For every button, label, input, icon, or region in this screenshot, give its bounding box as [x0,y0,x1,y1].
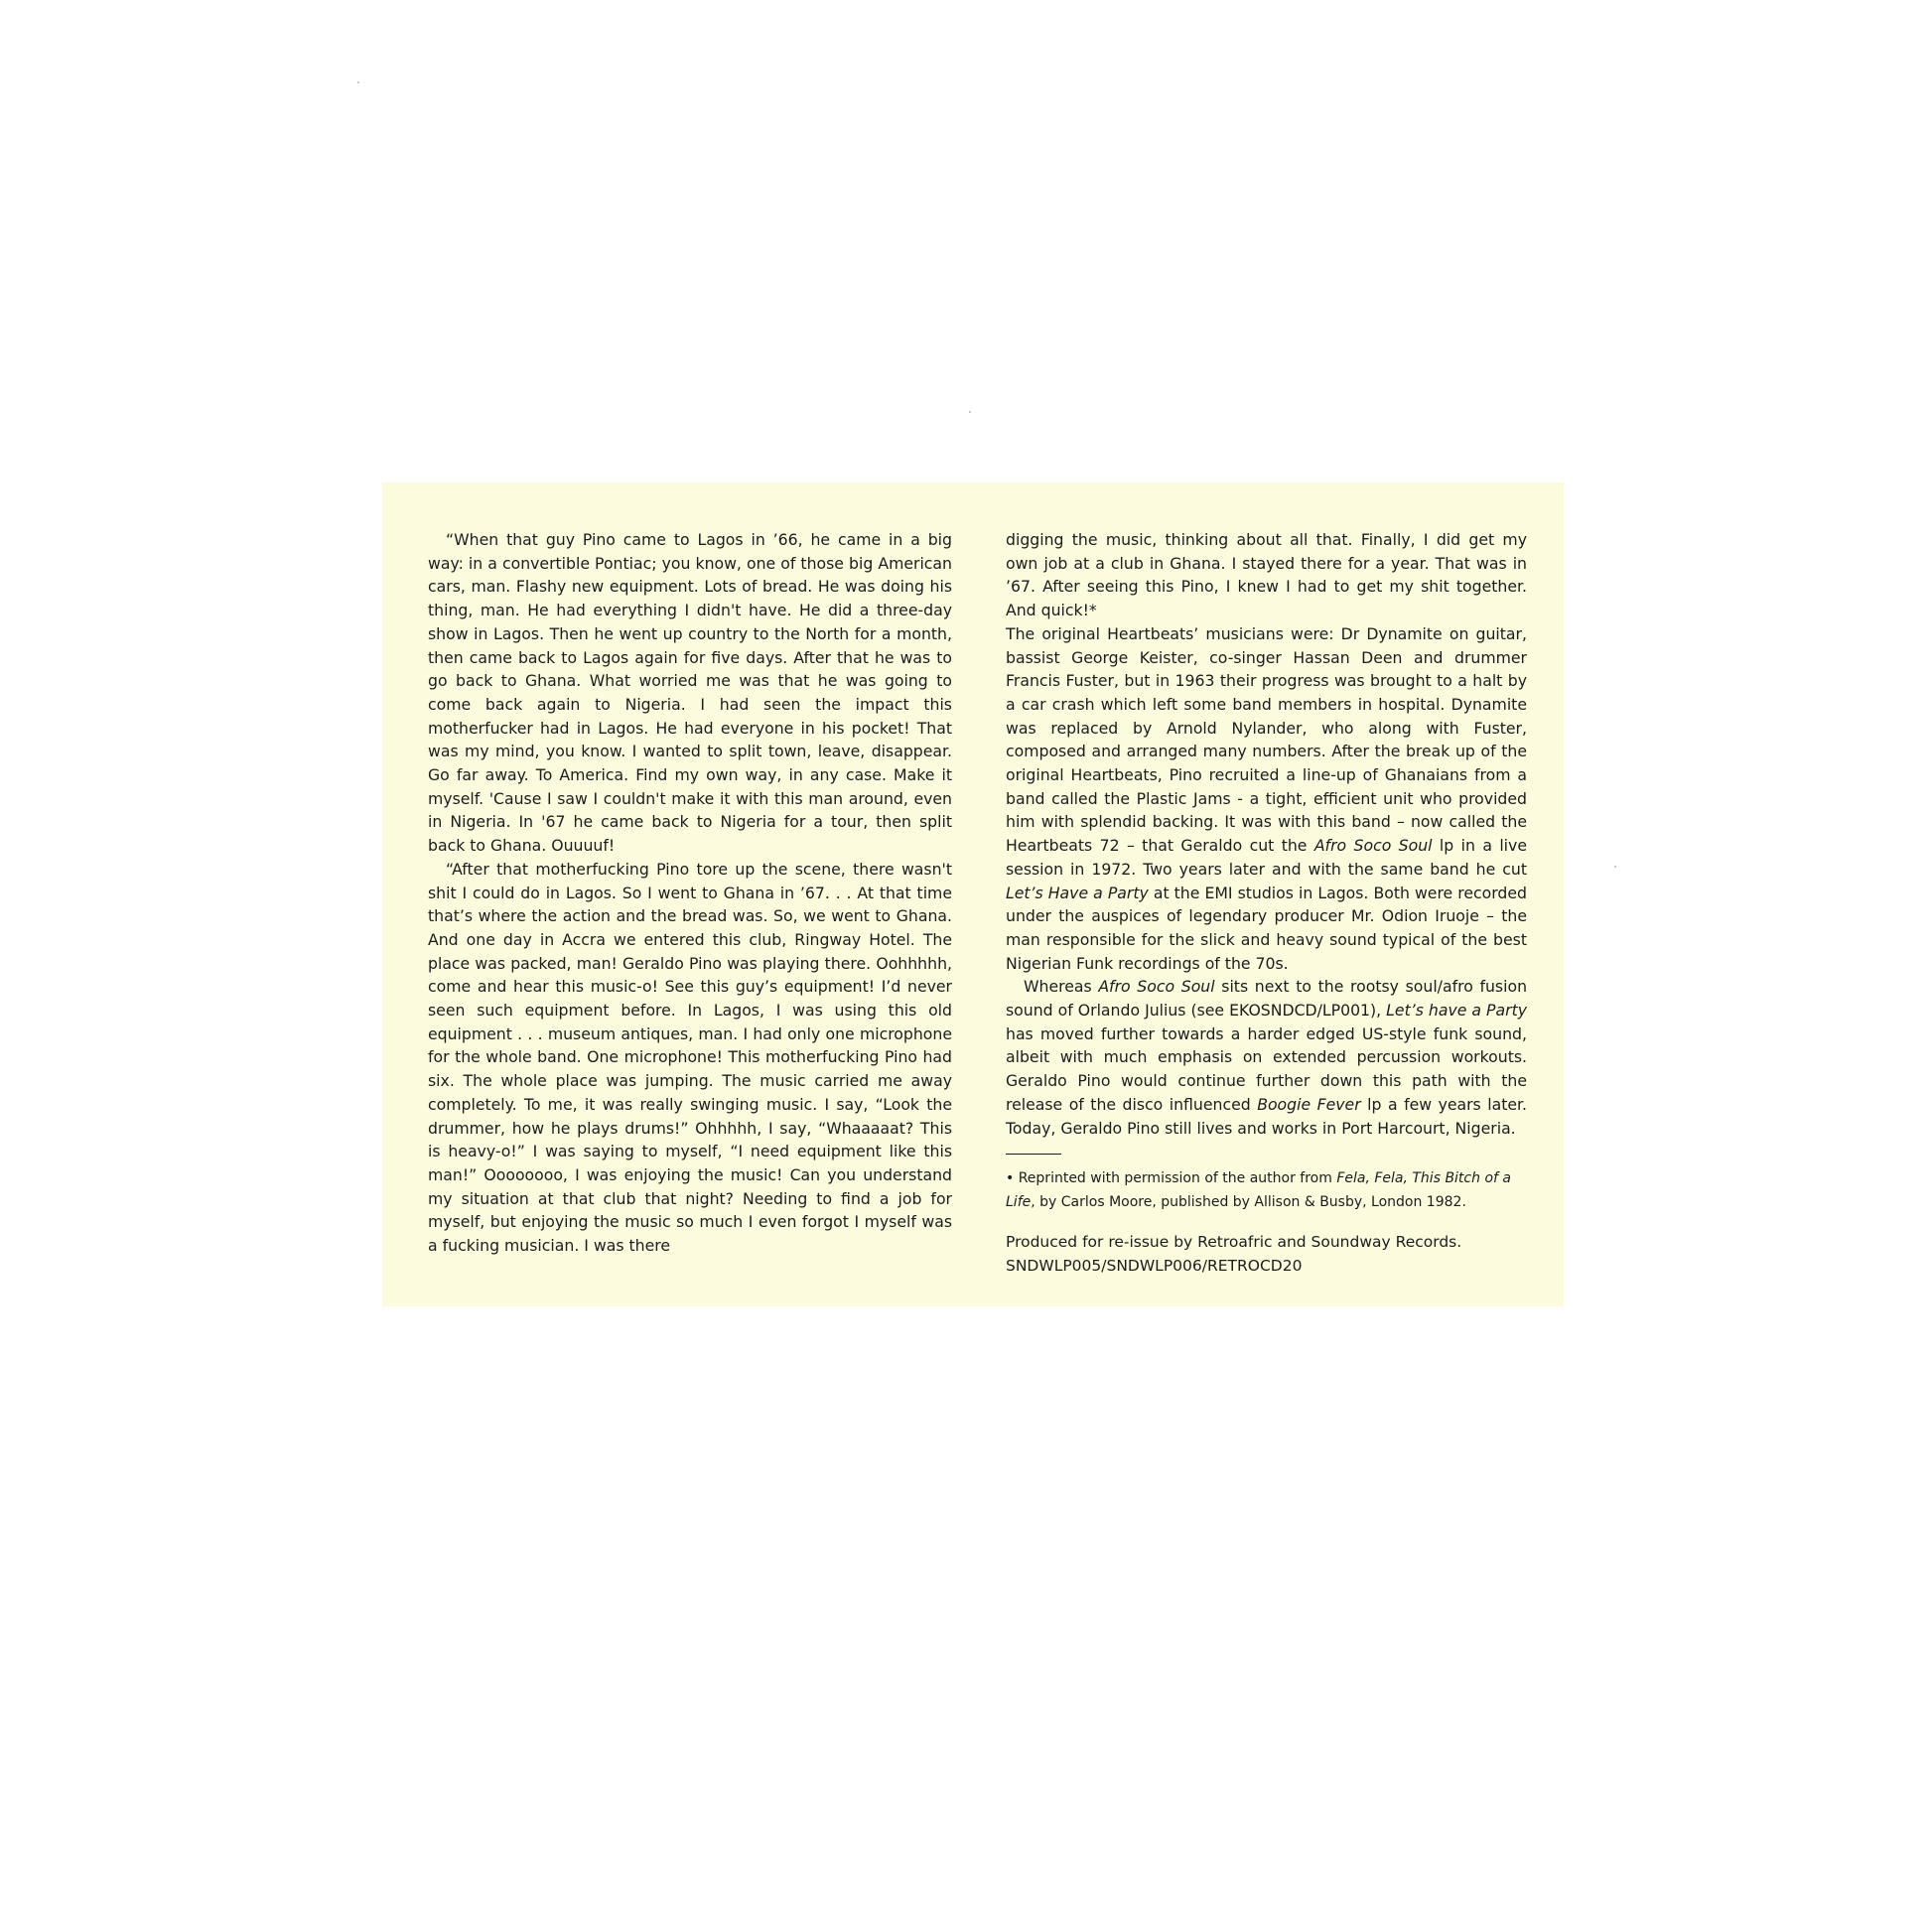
text-run: , by Carlos Moore, published by Allison & Busby, London 1982. [1031,1194,1466,1211]
album-title: Afro Soco Soul [1098,977,1215,997]
right-column [1006,528,1527,1278]
text-run: lp a few years later. Today, Geraldo Pino still lives and works in Port Harcourt, Nigeria. [1006,1094,1527,1138]
text-run: The original Heartbeats’ musicians were: Dr Dynamite on guitar, bassist George Keister, co-singer Hassan Deen and drummer Francis Fuster, but in 1963 their progress was brought to a halt by a car crash which left some band members in hospital. Dynamite was replaced by Arnold Nylander, who along with Fuster, composed and arranged many numbers. After the break up of the original Heartbeats, Pino recruited a line-up of Ghanaians from a band called the Plastic Jams - a tight, efficient unit who provided him with splendid backing. It was with this band – now called the Heartbeats 72 – that Geraldo cut the [1006,623,1527,856]
text-run: • Reprinted with permission of the author from [1006,1170,1337,1187]
album-title: Boogie Fever [1257,1094,1361,1114]
footnote [1006,1166,1527,1214]
text-run: Whereas [1024,977,1099,997]
catalogue-numbers: SNDWLP005/SNDWLP006/RETROCD20 [1006,1257,1303,1276]
quote-paragraph-2: “After that motherfucking Pino tore up the scene, there wasn't shit I could do in Lagos. So I went to Ghana in ’67. . . At that time that’s where the action and the bread was. So, we went to Ghana. And one day in Accra we entered this club, Ringway Hotel. The place was packed, man! Geraldo Pino was playing there. Oohhhhh, come and hear this music-o! See this guy’s equipment! I’d never seen such equipment before. In Lagos, I was using this old equipment . . . museum antiques, man. I had only one microphone for the whole band. One microphone! This motherfucking Pino had six. The whole place was jumping. The music carried me away completely. To me, it was really swinging music. I say, “Look the drummer, how he plays drums!” Ohhhhh, I say, “Whaaaaat? This is heavy-o!” I was saying to myself, “I need equipment like this man!” Oooooooo, I was enjoying the music! Can you understand my situation at that club that night? Needing to find a job for myself, but enjoying the music so much I even forgot I myself was a fucking musician. I was there [428,859,952,1256]
text-run: lp in a live session in 1972. Two years later and with the same band he cut [1006,836,1527,879]
album-title: Let’s have a Party [1386,1001,1527,1021]
footnote-divider [1006,1154,1061,1155]
albums-comparison-paragraph [1006,975,1527,1140]
credit-line: Produced for re-issue by Retroafric and Soundway Records. [1006,1233,1462,1252]
text-run: has moved further towards a harder edged US-style funk sound, albeit with much emphasis on extended percussion workouts. Geraldo Pino would continue further down this path with the release of the disco influenced [1006,1023,1527,1114]
scan-speck [969,411,971,413]
quote-continuation: digging the music, thinking about all that. Finally, I did get my own job at a club in Ghana. I stayed there for a year. That was in ’67. After seeing this Pino, I knew I had to get my shit together. And quick!* [1006,530,1527,620]
left-column [428,528,952,1258]
quote-paragraph-1: “When that guy Pino came to Lagos in ’66, he came in a big way: in a convertible Pontiac; you know, one of those big American cars, man. Flashy new equipment. Lots of bread. He was doing his thing, man. He had everything I didn't have. He did a three-day show in Lagos. Then he went up country to the North for a month, then came back to Lagos again for five days. After that he was to go back to Ghana. What worried me was that he was going to come back again to Nigeria. I had seen the impact this motherfucker had in Lagos. He had everyone in his pocket! That was my mind, you know. I wanted to split town, leave, disappear. Go far away. To America. Find my own way, in any case. Make it myself. 'Cause I saw I couldn't make it with this man around, even in Nigeria. In '67 he came back to Nigeria for a tour, then split back to Ghana. Ouuuuf! [428,530,952,856]
text-run: at the EMI studios in Lagos. Both were recorded under the auspices of legendary producer Mr. Odion Iruoje – the man responsible for the slick and heavy sound typical of the best Nigerian Funk recordings of the 70s. [1006,883,1527,973]
album-title: Afro Soco Soul [1313,836,1433,856]
text-run: sits next to the rootsy soul/afro fusion sound of Orlando Julius (see EKOSNDCD/LP001), [1006,977,1528,1021]
liner-notes-insert [382,482,1564,1306]
scan-speck [1614,866,1616,868]
scan-speck [357,81,359,83]
production-credits [1006,1230,1527,1278]
heartbeats-history-paragraph [1006,622,1527,976]
album-title: Let’s Have a Party [1006,883,1149,902]
book-title: Fela, Fela, This Bitch of a Life [1006,1170,1511,1211]
